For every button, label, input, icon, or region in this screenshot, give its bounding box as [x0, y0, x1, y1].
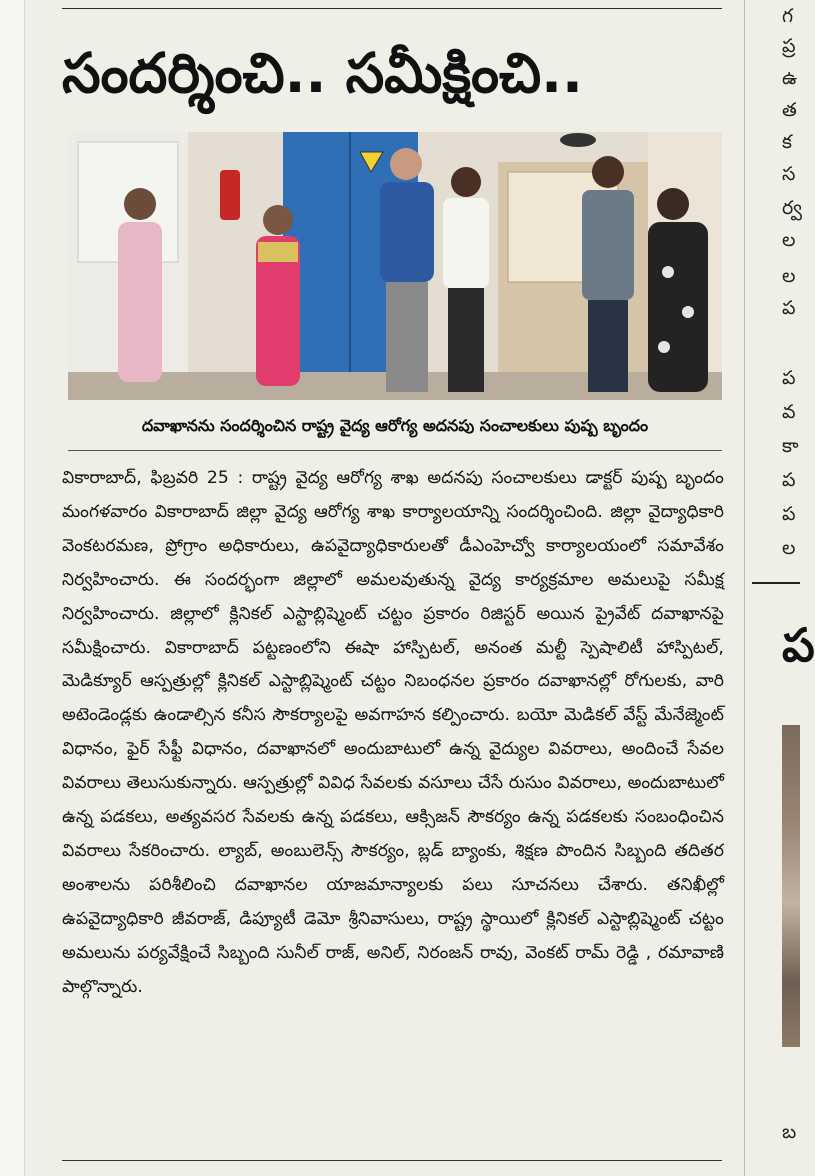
headline: సందర్శించి.. సమీక్షించి.. — [62, 41, 583, 105]
adjacent-fragment: వ — [782, 401, 796, 423]
adjacent-fragment: ల — [782, 265, 796, 287]
bottom-rule — [62, 1160, 722, 1161]
adjacent-fragment: త — [782, 99, 797, 121]
adjacent-fragment: ప — [782, 503, 796, 525]
adjacent-fragment: గ — [782, 5, 794, 27]
adjacent-fragment: బ — [782, 1121, 797, 1143]
adjacent-fragment: ప్ర — [782, 35, 796, 57]
photo-caption: దవాఖానను సందర్శించిన రాష్ట్ర వైద్య ఆరోగ్య అదనపు సంచాలకులు పుష్ప బృందం — [141, 416, 649, 435]
adjacent-photo — [782, 725, 800, 1047]
adjacent-fragment: స — [782, 163, 796, 185]
adjacent-fragment: ప — [782, 297, 796, 319]
caption-rule — [68, 450, 722, 451]
adjacent-fragment: ల — [782, 229, 796, 251]
adjacent-fragment: ప — [782, 469, 796, 491]
adjacent-fragment: ల — [782, 537, 796, 559]
adjacent-fragment: కా — [782, 435, 799, 457]
adjacent-rule — [752, 582, 800, 584]
photo-illustration — [68, 132, 722, 400]
article-body: వికారాబాద్, ఫిబ్రవరి 25 : రాష్ట్ర వైద్య ఆరోగ్య శాఖ అదనపు సంచాలకులు డాక్టర్ పుష్ప బృందం మంగళవారం వికారాబాద్ జిల్లా వైద్య ఆరోగ్య శాఖ కార్యాలయాన్ని సందర్శించింది. జిల్లా వైద్యాధికారి వెంకటరమణ, ప్రోగ్రాం అధికారులు, ఉపవైద్యాధికారులతో డీఎంహెచ్వో కార్యాలయంలో సమావేశం నిర్వహించారు. ఈ సందర్భంగా జిల్లాలో అమలవుతున్న వైద్య కార్యక్రమాల అమలుపై సమీక్ష నిర్వహించారు. జిల్లాలో క్లినికల్ ఎస్టాబ్లిష్మెంట్ చట్టం ప్రకారం రిజిస్టర్ అయిన ప్రైవేట్ దవాఖానపై సమీక్షించారు. వికారాబాద్ పట్టణంలోని ఈషా హాస్పిటల్, అనంత మల్టీ స్పెషాలిటీ హాస్పిటల్, మెడిక్యూర్ ఆస్పత్రుల్లో క్లినికల్ ఎస్టాబ్లిష్మెంట్ చట్టం నిబంధనల ప్రకారం దవాఖానల్లో రోగులకు, వారి అటెండెండ్లకు ఉండాల్సిన కనీస సౌకర్యాలపై అవగాహన కల్పించారు. బయో మెడికల్ వేస్ట్ మేనేజ్మెంట్ విధానం, ఫైర్ సేఫ్టీ విధానం, దవాఖానలో అందుబాటులో ఉన్న వైద్యుల వివరాలు, అందించే సేవల వివరాలు తెలుసుకున్నారు. ఆస్పత్రుల్లో వివిధ సేవలకు వసూలు చేసే రుసుం వివరాలు, అందుబాటులో ఉన్న పడకలు, అత్యవసర సేవలకు ఉన్న పడకలు, ఆక్సిజన్ సౌకర్యం ఉన్న పడకలకు సంబంధించిన వివరాలు సేకరించారు. ల్యాబ్, అంబులెన్స్ సౌకర్యం, బ్లడ్ బ్యాంకు, శిక్షణ పొందిన సిబ్బంది తదితర అంశాలను పరిశీలించి దవాఖానల యాజమాన్యాలకు పలు సూచనలు చేశారు. తనిఖీల్లో ఉపవైద్యాధికారి జీవరాజ్, డిప్యూటీ డెమో శ్రీనివాసులు, రాష్ట్ర స్థాయిలో క్లినికల్ ఎస్టాబ్లిష్మెంట్ చట్టం అమలును పర్యవేక్షించే సిబ్బంది సునీల్ రాజ్, అనిల్, నిరంజన్ రావు, వెంకట్ రామ్ రెడ్డి , రమావాణి పాల్గొన్నారు. — [62, 468, 724, 997]
article-photo — [68, 132, 722, 400]
adjacent-fragment: ర్వ — [782, 197, 802, 219]
page-margin-strip — [0, 0, 25, 1176]
top-rule — [62, 8, 722, 9]
adjacent-fragment: ప — [782, 367, 796, 389]
column-divider — [744, 0, 745, 1176]
adjacent-fragment: క — [782, 131, 792, 153]
adjacent-fragment: ఉ — [782, 67, 798, 89]
adjacent-headline-letter: ప — [782, 618, 815, 672]
